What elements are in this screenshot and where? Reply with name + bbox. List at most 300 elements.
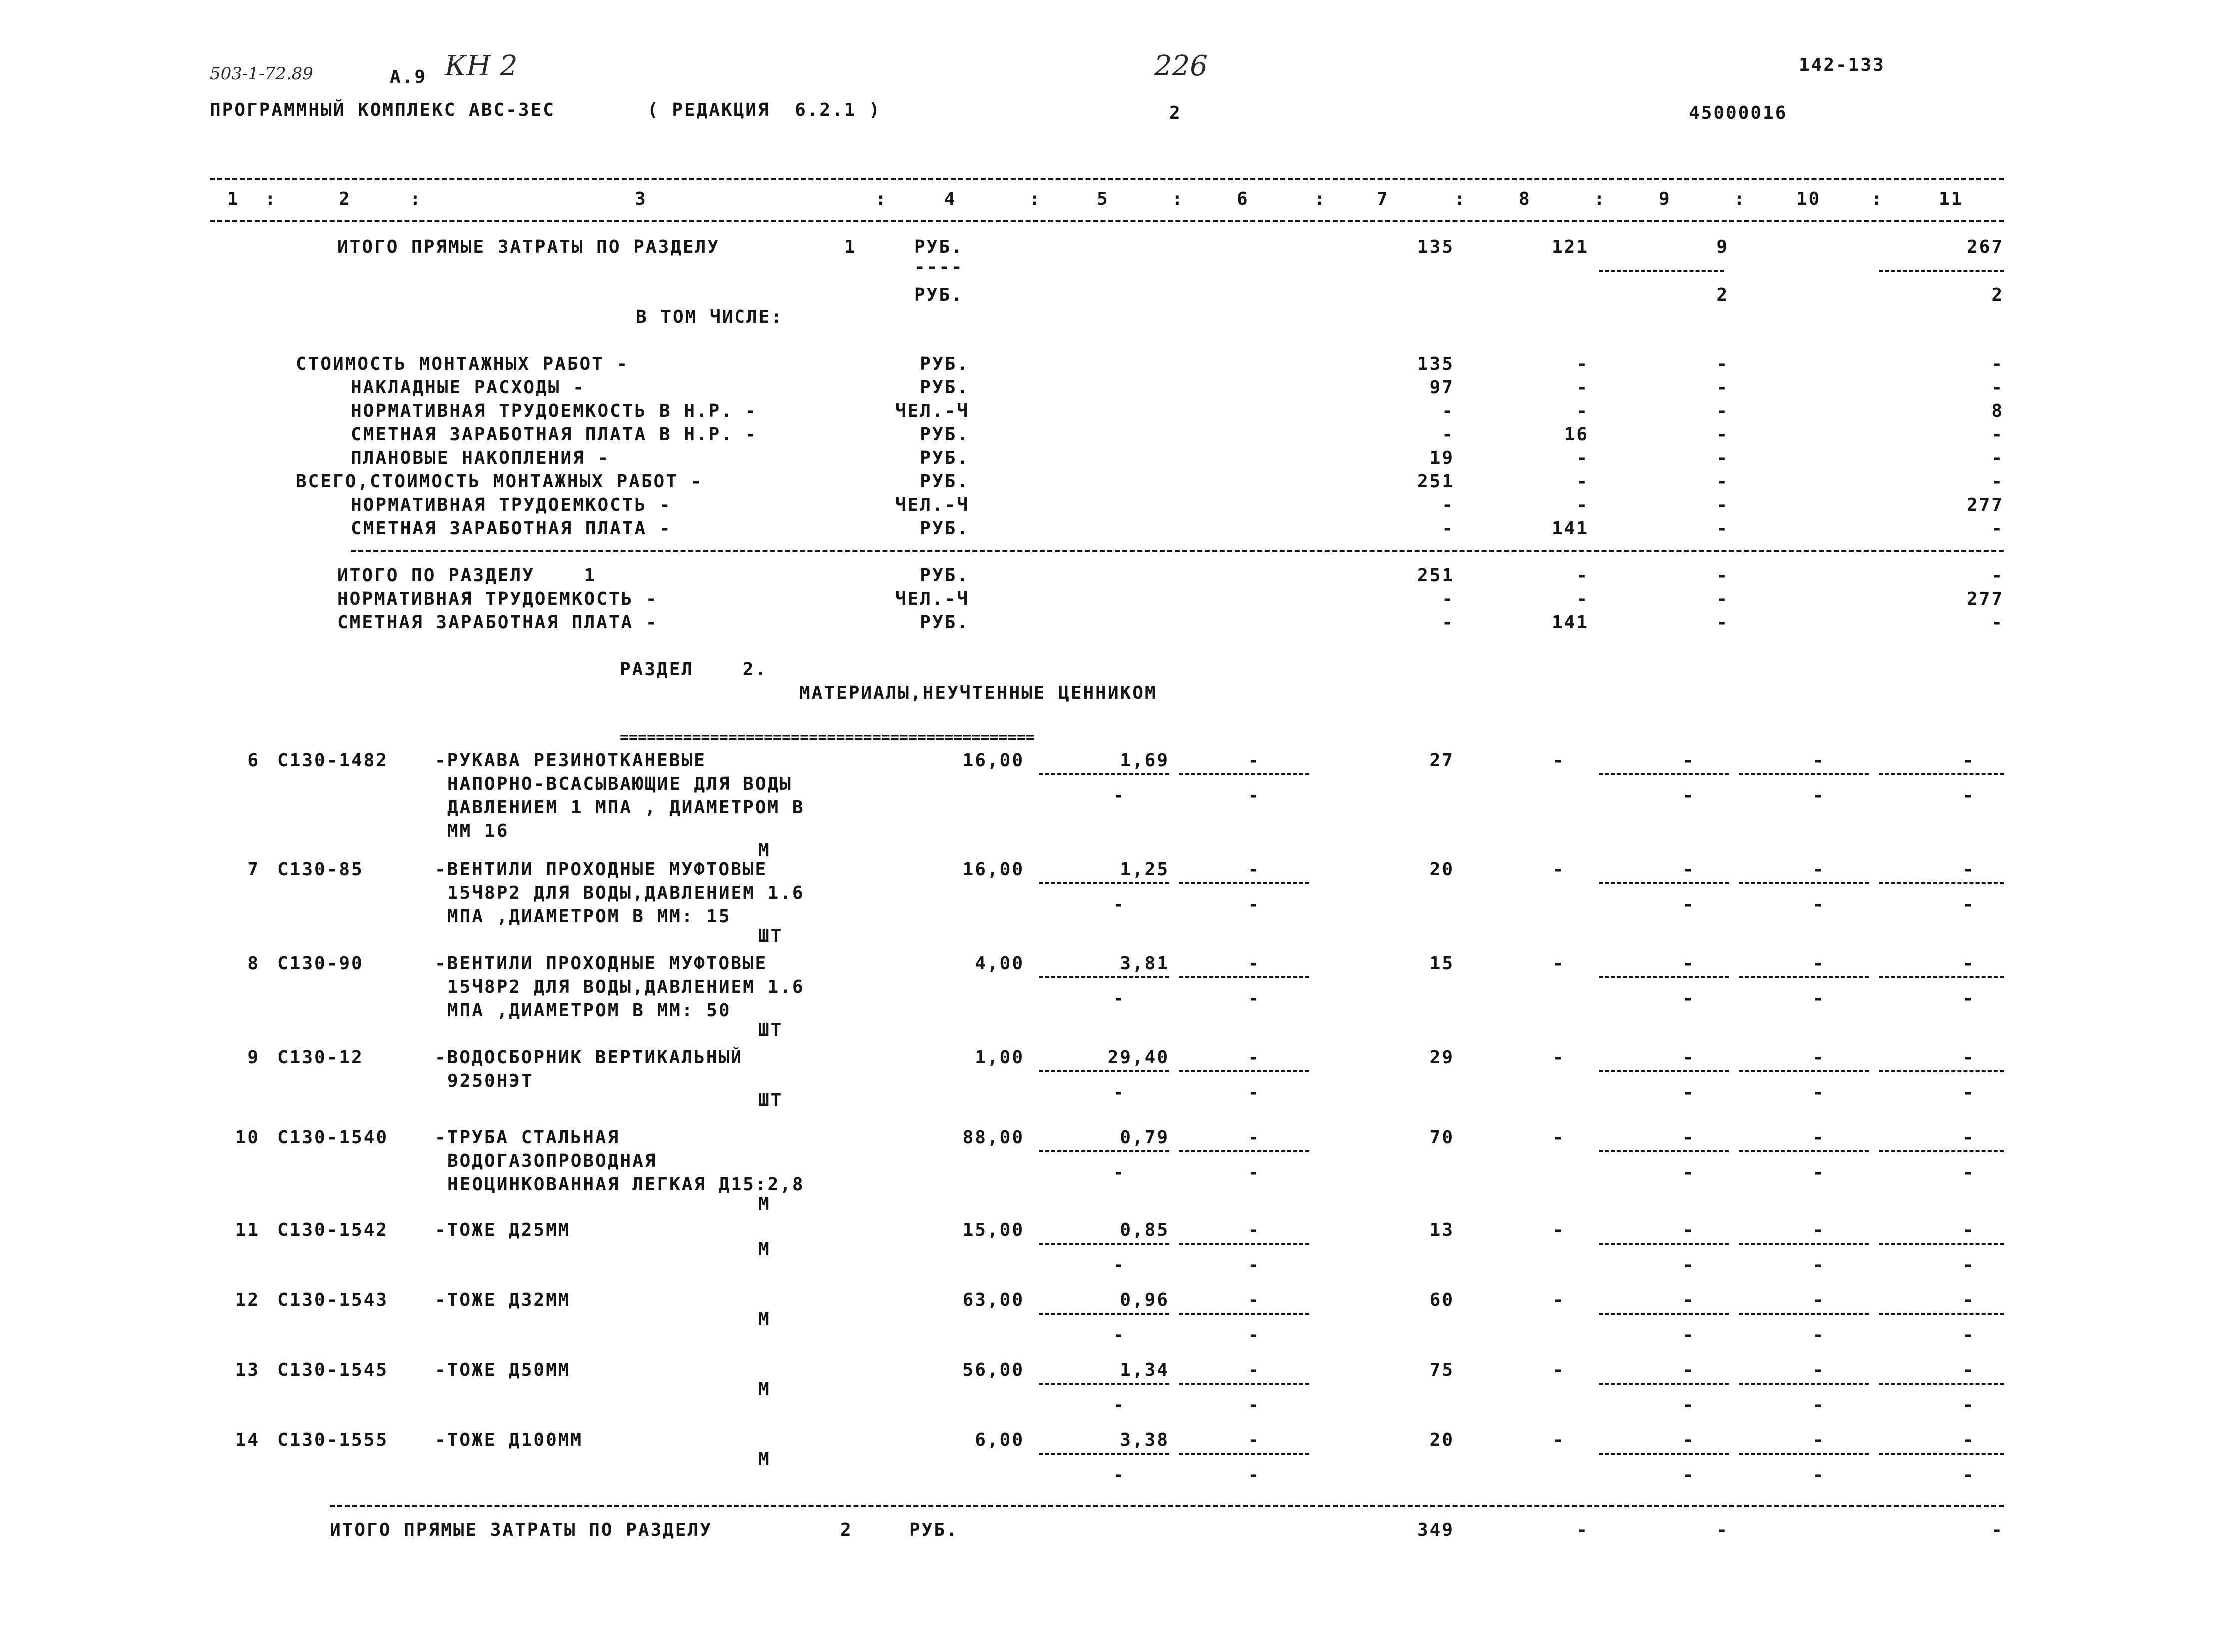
item-subrule [1879, 1383, 2004, 1385]
item-c11: - [1962, 953, 1975, 974]
item-unit: М [758, 840, 771, 861]
item-subrule [1739, 1383, 1869, 1385]
item-code: С130-1542 [277, 1220, 389, 1240]
album-label: А.9 [390, 67, 427, 87]
item-subrule [1599, 1150, 1729, 1152]
item-c11: - [1962, 859, 1975, 880]
item-subrule [1599, 1313, 1729, 1315]
breakdown-unit: РУБ. [920, 354, 969, 374]
item-description: -ВОДОСБОРНИК ВЕРТИКАЛЬНЫЙ [435, 1047, 743, 1068]
s1-unit-dash: ---- [914, 257, 964, 277]
item-c10: - [1812, 1430, 1825, 1450]
item-c6-sub: - [1248, 1255, 1261, 1275]
item-code: С130-1545 [277, 1360, 389, 1380]
breakdown-c9: - [1716, 424, 1729, 445]
item-c11-sub: - [1962, 988, 1975, 1009]
item-c8: - [1552, 750, 1565, 771]
col-1: 1 [227, 189, 240, 209]
s2-total-num: 2 [840, 1520, 853, 1540]
item-c8: - [1552, 1290, 1565, 1310]
breakdown-c9: - [1716, 448, 1729, 468]
breakdown-c11: - [1991, 518, 2004, 539]
col-sep: : [875, 189, 888, 209]
breakdown-label: НАКЛАДНЫЕ РАСХОДЫ - [351, 377, 585, 398]
item-c6-sub: - [1248, 1465, 1261, 1485]
item-number: 8 [247, 953, 260, 974]
item-unit: ШТ [758, 1020, 783, 1040]
summary-c11: 277 [1966, 589, 2004, 609]
item-subrule [1739, 882, 1869, 884]
item-description: -ТРУБА СТАЛЬНАЯ [435, 1127, 620, 1148]
item-description: 9250НЭТ [447, 1071, 534, 1091]
item-unit: М [758, 1194, 771, 1214]
item-description: -ТОЖЕ Д100ММ [435, 1430, 583, 1450]
item-c5-sub: - [1113, 1162, 1126, 1183]
item-c5-sub: - [1113, 785, 1126, 806]
sheet-number-handwritten: 226 [1154, 50, 1208, 82]
breakdown-c9: - [1716, 518, 1729, 539]
item-description: МПА ,ДИАМЕТРОМ В ММ: 50 [447, 1000, 731, 1021]
item-subrule [1179, 1383, 1309, 1385]
item-number: 10 [235, 1127, 260, 1148]
item-c9: - [1682, 1047, 1695, 1068]
kn-handwritten: КН 2 [445, 50, 518, 82]
item-price: 0,79 [1120, 1127, 1169, 1148]
s2-total-unit: РУБ. [909, 1520, 959, 1540]
item-subrule [1039, 882, 1169, 884]
item-c10: - [1812, 750, 1825, 771]
breakdown-unit: ЧЕЛ.-Ч [895, 495, 969, 515]
item-c10-sub: - [1812, 988, 1825, 1009]
item-price: 1,25 [1120, 859, 1169, 880]
item-c10: - [1812, 953, 1825, 974]
item-c7: 13 [1429, 1220, 1454, 1240]
item-subrule [1599, 882, 1729, 884]
item-c10: - [1812, 1127, 1825, 1148]
item-code: С130-90 [277, 953, 364, 974]
item-description: ММ 16 [447, 821, 509, 841]
item-c11: - [1962, 1047, 1975, 1068]
item-c7: 20 [1429, 1430, 1454, 1450]
item-subrule [1179, 1453, 1309, 1455]
item-number: 14 [235, 1430, 260, 1450]
item-description: -ТОЖЕ Д50ММ [435, 1360, 571, 1380]
summary-label: ИТОГО ПО РАЗДЕЛУ 1 [337, 565, 597, 586]
item-subrule [1599, 976, 1729, 978]
summary-label: СМЕТНАЯ ЗАРАБОТНАЯ ПЛАТА - [337, 612, 658, 633]
item-code: С130-1482 [277, 750, 389, 771]
item-c9-sub: - [1682, 1082, 1695, 1102]
item-quantity: 6,00 [975, 1430, 1024, 1450]
summary-c7: 251 [1417, 565, 1454, 586]
item-subrule [1179, 1313, 1309, 1315]
breakdown-c11: 277 [1966, 495, 2004, 515]
breakdown-c8: - [1576, 401, 1589, 421]
item-price: 1,34 [1120, 1360, 1169, 1380]
item-price: 3,38 [1120, 1430, 1169, 1450]
item-subrule [1039, 1313, 1169, 1315]
item-c11: - [1962, 1290, 1975, 1310]
item-c6-sub: - [1248, 1162, 1261, 1183]
summary-c9: - [1716, 589, 1729, 609]
breakdown-label: НОРМАТИВНАЯ ТРУДОЕМКОСТЬ В Н.Р. - [351, 401, 758, 421]
item-c6: - [1248, 1047, 1261, 1068]
section1-summary-rule [351, 550, 2004, 552]
header-rule-top [210, 178, 2004, 180]
col-10: 10 [1796, 189, 1821, 209]
breakdown-unit: ЧЕЛ.-Ч [895, 401, 969, 421]
item-subrule [1879, 1313, 2004, 1315]
item-c6: - [1248, 1290, 1261, 1310]
item-c5-sub: - [1113, 988, 1126, 1009]
item-c6: - [1248, 750, 1261, 771]
item-c8: - [1552, 1430, 1565, 1450]
breakdown-unit: РУБ. [920, 518, 969, 539]
s1-including: В ТОМ ЧИСЛЕ: [636, 307, 784, 327]
summary-c9: - [1716, 565, 1729, 586]
item-c11: - [1962, 750, 1975, 771]
item-description: МПА ,ДИАМЕТРОМ В ММ: 15 [447, 906, 731, 927]
item-c10: - [1812, 1360, 1825, 1380]
breakdown-c9: - [1716, 377, 1729, 398]
section2-double-rule: ============================================== [620, 729, 1035, 746]
item-c10-sub: - [1812, 1465, 1825, 1485]
item-c5-sub: - [1113, 1465, 1126, 1485]
col-11: 11 [1939, 189, 1964, 209]
item-c9-sub: - [1682, 1255, 1695, 1275]
col-8: 8 [1519, 189, 1531, 209]
item-c7: 75 [1429, 1360, 1454, 1380]
breakdown-label: ПЛАНОВЫЕ НАКОПЛЕНИЯ - [351, 448, 610, 468]
breakdown-c9: - [1716, 401, 1729, 421]
item-code: С130-1540 [277, 1127, 389, 1148]
item-code: С130-85 [277, 859, 364, 880]
item-subrule [1599, 1243, 1729, 1245]
section2-title: РАЗДЕЛ 2. [620, 659, 768, 680]
header-rule-bottom [210, 220, 2004, 222]
breakdown-c8: - [1576, 448, 1589, 468]
breakdown-c11: - [1991, 448, 2004, 468]
item-c8: - [1552, 1047, 1565, 1068]
item-c6-sub: - [1248, 988, 1261, 1009]
item-subrule [1739, 1150, 1869, 1152]
item-c11-sub: - [1962, 785, 1975, 806]
item-c7: 60 [1429, 1290, 1454, 1310]
item-subrule [1739, 976, 1869, 978]
item-price: 29,40 [1107, 1047, 1169, 1068]
item-description: -ТОЖЕ Д25ММ [435, 1220, 571, 1240]
program-name: ПРОГРАММНЫЙ КОМПЛЕКС АВС-3ЕС [210, 100, 555, 120]
item-c6-sub: - [1248, 894, 1261, 915]
item-subrule [1039, 1150, 1169, 1152]
item-c6-sub: - [1248, 785, 1261, 806]
breakdown-label: СТОИМОСТЬ МОНТАЖНЫХ РАБОТ - [296, 354, 629, 374]
summary-c8: 141 [1551, 612, 1589, 633]
col-3: 3 [635, 189, 647, 209]
item-description: -РУКАВА РЕЗИНОТКАНЕВЫЕ [435, 750, 706, 771]
item-c10-sub: - [1812, 1255, 1825, 1275]
page-number: 2 [1169, 103, 1182, 123]
item-c5-sub: - [1113, 1082, 1126, 1102]
summary-c8: - [1576, 589, 1589, 609]
s1-c11-rule [1879, 270, 2004, 272]
item-c9-sub: - [1682, 785, 1695, 806]
item-subrule [1599, 1070, 1729, 1072]
item-subrule [1599, 1383, 1729, 1385]
item-c6-sub: - [1248, 1395, 1261, 1415]
s2-total-c7: 349 [1417, 1520, 1454, 1540]
item-price: 0,96 [1120, 1290, 1169, 1310]
item-number: 12 [235, 1290, 260, 1310]
breakdown-unit: РУБ. [920, 448, 969, 468]
item-subrule [1739, 1453, 1869, 1455]
breakdown-c11: - [1991, 424, 2004, 445]
item-c8: - [1552, 859, 1565, 880]
item-subrule [1739, 773, 1869, 775]
summary-c9: - [1716, 612, 1729, 633]
summary-c8: - [1576, 565, 1589, 586]
item-c10-sub: - [1812, 894, 1825, 915]
item-c10: - [1812, 1047, 1825, 1068]
item-c6: - [1248, 1360, 1261, 1380]
item-price: 1,69 [1120, 750, 1169, 771]
item-code: С130-1555 [277, 1430, 389, 1450]
item-quantity: 63,00 [962, 1290, 1024, 1310]
item-c10: - [1812, 1220, 1825, 1240]
item-c11-sub: - [1962, 894, 1975, 915]
item-description: НАПОРНО-ВСАСЫВАЮЩИЕ ДЛЯ ВОДЫ [447, 774, 792, 794]
item-subrule [1879, 773, 2004, 775]
item-c9: - [1682, 1290, 1695, 1310]
col-sep: : [265, 189, 277, 209]
breakdown-c11: - [1991, 354, 2004, 374]
col-sep: : [1734, 189, 1746, 209]
item-description: -ВЕНТИЛИ ПРОХОДНЫЕ МУФТОВЫЕ [435, 953, 768, 974]
item-c9-sub: - [1682, 894, 1695, 915]
item-subrule [1879, 882, 2004, 884]
breakdown-c7: 19 [1429, 448, 1454, 468]
col-6: 6 [1237, 189, 1249, 209]
breakdown-unit: РУБ. [920, 471, 969, 492]
item-c5-sub: - [1113, 894, 1126, 915]
item-c9-sub: - [1682, 1395, 1695, 1415]
item-description: НЕОЦИНКОВАННАЯ ЛЕГКАЯ Д15:2,8 [447, 1174, 805, 1195]
breakdown-c7: 251 [1417, 471, 1454, 492]
col-5: 5 [1097, 189, 1109, 209]
item-c7: 29 [1429, 1047, 1454, 1068]
item-c10-sub: - [1812, 1395, 1825, 1415]
section2-subtitle: МАТЕРИАЛЫ,НЕУЧТЕННЫЕ ЦЕННИКОМ [799, 683, 1157, 703]
summary-c11: - [1991, 612, 2004, 633]
item-c5-sub: - [1113, 1395, 1126, 1415]
breakdown-c11: 8 [1991, 401, 2004, 421]
s1-total-label: ИТОГО ПРЯМЫЕ ЗАТРАТЫ ПО РАЗДЕЛУ [337, 237, 720, 257]
item-subrule [1039, 1383, 1169, 1385]
item-subrule [1879, 1150, 2004, 1152]
breakdown-c7: - [1442, 518, 1454, 539]
item-c10-sub: - [1812, 1325, 1825, 1345]
item-c8: - [1552, 953, 1565, 974]
s1-total-c8: 121 [1551, 237, 1589, 257]
summary-c7: - [1442, 589, 1454, 609]
item-description: -ТОЖЕ Д32ММ [435, 1290, 571, 1310]
item-subrule [1039, 1453, 1169, 1455]
s1-unit2: РУБ. [914, 285, 964, 305]
item-number: 11 [235, 1220, 260, 1240]
item-subrule [1739, 1243, 1869, 1245]
item-quantity: 16,00 [962, 750, 1024, 771]
item-unit: ШТ [758, 926, 783, 946]
col-sep: : [1314, 189, 1327, 209]
summary-unit: ЧЕЛ.-Ч [895, 589, 969, 609]
s1-c9-rule [1599, 270, 1724, 272]
item-subrule [1039, 1243, 1169, 1245]
item-c11-sub: - [1962, 1162, 1975, 1183]
breakdown-c7: - [1442, 401, 1454, 421]
item-c7: 15 [1429, 953, 1454, 974]
item-subrule [1739, 1313, 1869, 1315]
edition: ( РЕДАКЦИЯ 6.2.1 ) [647, 100, 881, 120]
item-quantity: 15,00 [962, 1220, 1024, 1240]
item-quantity: 56,00 [962, 1360, 1024, 1380]
item-c9-sub: - [1682, 988, 1695, 1009]
s2-total-c8: - [1576, 1520, 1589, 1540]
item-price: 0,85 [1120, 1220, 1169, 1240]
breakdown-label: СМЕТНАЯ ЗАРАБОТНАЯ ПЛАТА - [351, 518, 672, 539]
item-subrule [1879, 1243, 2004, 1245]
breakdown-c8: - [1576, 377, 1589, 398]
item-c9: - [1682, 1127, 1695, 1148]
breakdown-c7: - [1442, 495, 1454, 515]
item-c5-sub: - [1113, 1325, 1126, 1345]
item-price: 3,81 [1120, 953, 1169, 974]
stamp-handwritten: 503-1-72.89 [210, 64, 313, 84]
estimate-number: 45000016 [1689, 103, 1788, 123]
breakdown-c9: - [1716, 495, 1729, 515]
s1-c11b: 2 [1991, 285, 2004, 305]
col-7: 7 [1377, 189, 1389, 209]
item-unit: ШТ [758, 1090, 783, 1110]
summary-unit: РУБ. [920, 565, 969, 586]
item-unit: М [758, 1449, 771, 1470]
col-4: 4 [944, 189, 957, 209]
col-9: 9 [1659, 189, 1671, 209]
item-subrule [1179, 976, 1309, 978]
s1-total-c9: 9 [1716, 237, 1729, 257]
breakdown-c11: - [1991, 471, 2004, 492]
item-c5-sub: - [1113, 1255, 1126, 1275]
col-sep: : [1029, 189, 1042, 209]
item-number: 9 [247, 1047, 260, 1068]
s2-total-label: ИТОГО ПРЯМЫЕ ЗАТРАТЫ ПО РАЗДЕЛУ [330, 1520, 712, 1540]
s1-total-c7: 135 [1417, 237, 1454, 257]
item-c9: - [1682, 1220, 1695, 1240]
col-sep: : [1454, 189, 1467, 209]
s2-total-c11: - [1991, 1520, 2004, 1540]
breakdown-c7: 97 [1429, 377, 1454, 398]
breakdown-unit: РУБ. [920, 377, 969, 398]
item-subrule [1879, 1070, 2004, 1072]
item-c11: - [1962, 1360, 1975, 1380]
breakdown-c9: - [1716, 471, 1729, 492]
item-subrule [1599, 1453, 1729, 1455]
item-c6: - [1248, 1430, 1261, 1450]
item-c7: 27 [1429, 750, 1454, 771]
item-c11-sub: - [1962, 1465, 1975, 1485]
breakdown-c11: - [1991, 377, 2004, 398]
item-c8: - [1552, 1220, 1565, 1240]
doc-code: 142-133 [1799, 55, 1885, 75]
item-description: ВОДОГАЗОПРОВОДНАЯ [447, 1151, 657, 1171]
item-subrule [1039, 976, 1169, 978]
item-quantity: 1,00 [975, 1047, 1024, 1068]
item-subrule [1879, 1453, 2004, 1455]
item-subrule [1039, 1070, 1169, 1072]
item-number: 13 [235, 1360, 260, 1380]
breakdown-c8: 16 [1564, 424, 1589, 445]
summary-label: НОРМАТИВНАЯ ТРУДОЕМКОСТЬ - [337, 589, 658, 609]
breakdown-c8: 141 [1551, 518, 1589, 539]
item-c11: - [1962, 1220, 1975, 1240]
item-c9-sub: - [1682, 1325, 1695, 1345]
item-c11-sub: - [1962, 1325, 1975, 1345]
breakdown-c8: - [1576, 354, 1589, 374]
s1-total-num: 1 [844, 237, 857, 257]
item-c11-sub: - [1962, 1395, 1975, 1415]
item-c6-sub: - [1248, 1082, 1261, 1102]
item-c6: - [1248, 1127, 1261, 1148]
s1-total-unit: РУБ. [914, 237, 964, 257]
s2-total-c9: - [1716, 1520, 1729, 1540]
item-c9-sub: - [1682, 1162, 1695, 1183]
item-c9: - [1682, 750, 1695, 771]
item-c11: - [1962, 1430, 1975, 1450]
item-c10-sub: - [1812, 785, 1825, 806]
item-subrule [1879, 976, 2004, 978]
item-c10: - [1812, 859, 1825, 880]
item-subrule [1179, 1243, 1309, 1245]
item-code: С130-12 [277, 1047, 364, 1068]
item-c9: - [1682, 953, 1695, 974]
item-c9: - [1682, 1430, 1695, 1450]
s1-c9b: 2 [1716, 285, 1729, 305]
breakdown-c8: - [1576, 471, 1589, 492]
col-2: 2 [339, 189, 351, 209]
item-subrule [1179, 1150, 1309, 1152]
summary-c11: - [1991, 565, 2004, 586]
item-c7: 20 [1429, 859, 1454, 880]
item-subrule [1599, 773, 1729, 775]
item-subrule [1179, 882, 1309, 884]
item-number: 6 [247, 750, 260, 771]
item-c7: 70 [1429, 1127, 1454, 1148]
item-description: 15Ч8Р2 ДЛЯ ВОДЫ,ДАВЛЕНИЕМ 1.6 [447, 883, 805, 903]
item-c10-sub: - [1812, 1082, 1825, 1102]
item-c11-sub: - [1962, 1082, 1975, 1102]
item-c6: - [1248, 953, 1261, 974]
item-description: -ВЕНТИЛИ ПРОХОДНЫЕ МУФТОВЫЕ [435, 859, 768, 880]
summary-c7: - [1442, 612, 1454, 633]
item-c6: - [1248, 1220, 1261, 1240]
item-c9: - [1682, 1360, 1695, 1380]
breakdown-label: СМЕТНАЯ ЗАРАБОТНАЯ ПЛАТА В Н.Р. - [351, 424, 758, 445]
item-c6-sub: - [1248, 1325, 1261, 1345]
item-c10: - [1812, 1290, 1825, 1310]
breakdown-c9: - [1716, 354, 1729, 374]
item-subrule [1179, 773, 1309, 775]
col-sep: : [1594, 189, 1606, 209]
col-sep: : [1172, 189, 1184, 209]
